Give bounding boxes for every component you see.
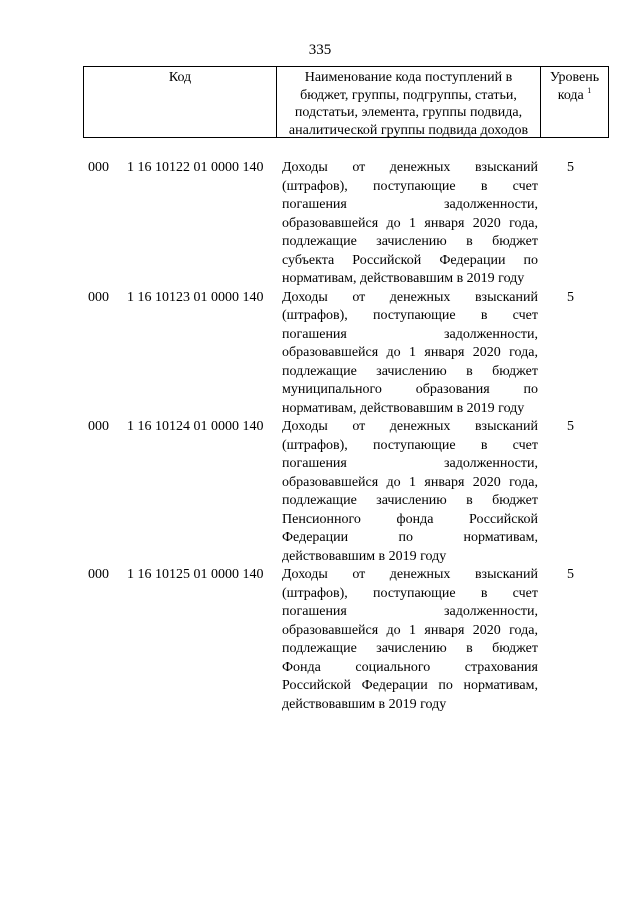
description-line: Доходы от денежных взысканий [282,419,538,434]
header-name-line: аналитической группы подвида доходов [288,122,529,138]
header-level [541,67,608,137]
admin-code: 000 [88,289,109,305]
description-line: погашения задолженности, [282,197,538,212]
description-line: действовавшим в 2019 году [282,548,447,564]
table-row [0,566,640,714]
header-name-line: Наименование кода поступлений в [304,70,513,85]
description-line: образовавшейся до 1 января 2020 года, [282,622,538,638]
header-level-kod: кода [557,87,584,103]
header-code: Код [84,67,277,137]
header-level-line2 [541,87,608,105]
code-level: 5 [567,567,574,582]
description-line: образовавшейся до 1 января 2020 года, [282,474,538,490]
revenue-code: 1 16 10123 01 0000 140 [127,289,264,305]
description-line: Российской Федерации по нормативам, [282,678,538,693]
revenue-code: 1 16 10122 01 0000 140 [127,160,264,175]
code-level: 5 [567,289,574,305]
description-line: Федерации по нормативам, [282,530,538,545]
description-line: подлежащие зачислению в бюджет [282,641,538,656]
description-line: Пенсионного фонда Российской [282,511,538,527]
table-body [0,159,640,714]
header-level-line1: Уровень [549,70,600,85]
description-line: (штрафов), поступающие в счет [282,308,538,323]
header-name [277,67,541,137]
description-line: (штрафов), поступающие в счет [282,437,538,453]
revenue-code: 1 16 10124 01 0000 140 [127,419,264,434]
description-line: Доходы от денежных взысканий [282,160,538,175]
description-line: погашения задолженности, [282,326,538,342]
description-line: субъекта Российской Федерации по [282,252,538,268]
revenue-code: 1 16 10125 01 0000 140 [127,567,264,582]
description-line: подлежащие зачислению в бюджет [282,234,538,249]
admin-code: 000 [88,419,109,434]
description-line: нормативам, действовавшим в 2019 году [282,271,525,286]
revenue-description [282,159,538,289]
description-line: подлежащие зачислению в бюджет [282,363,538,379]
code-level: 5 [567,160,574,175]
description-line: (штрафов), поступающие в счет [282,585,538,601]
description-line: действовавшим в 2019 году [282,696,447,712]
table-row [0,289,640,419]
table-row [0,159,640,289]
table-row [0,418,640,566]
description-line: Доходы от денежных взысканий [282,567,538,582]
revenue-description [282,289,538,419]
header-name-line: подстатьи, элемента, группы подвида, [294,105,523,121]
table-header [83,66,609,138]
description-line: образовавшейся до 1 января 2020 года, [282,345,538,360]
revenue-description [282,418,538,566]
header-name-line: бюджет, группы, подгруппы, статьи, [300,87,517,103]
admin-code: 000 [88,567,109,582]
revenue-description [282,566,538,714]
description-line: погашения задолженности, [282,604,538,619]
footnote-mark: 1 [587,85,592,95]
description-line: муниципального образования по [282,382,538,397]
description-line: погашения задолженности, [282,456,538,471]
admin-code: 000 [88,160,109,175]
description-line: подлежащие зачислению в бюджет [282,493,538,508]
description-line: образовавшейся до 1 января 2020 года, [282,215,538,231]
description-line: (штрафов), поступающие в счет [282,178,538,194]
code-level: 5 [567,419,574,434]
description-line: нормативам, действовавшим в 2019 году [282,400,525,416]
description-line: Доходы от денежных взысканий [282,289,538,305]
page-number: 335 [308,42,332,58]
description-line: Фонда социального страхования [282,659,538,675]
